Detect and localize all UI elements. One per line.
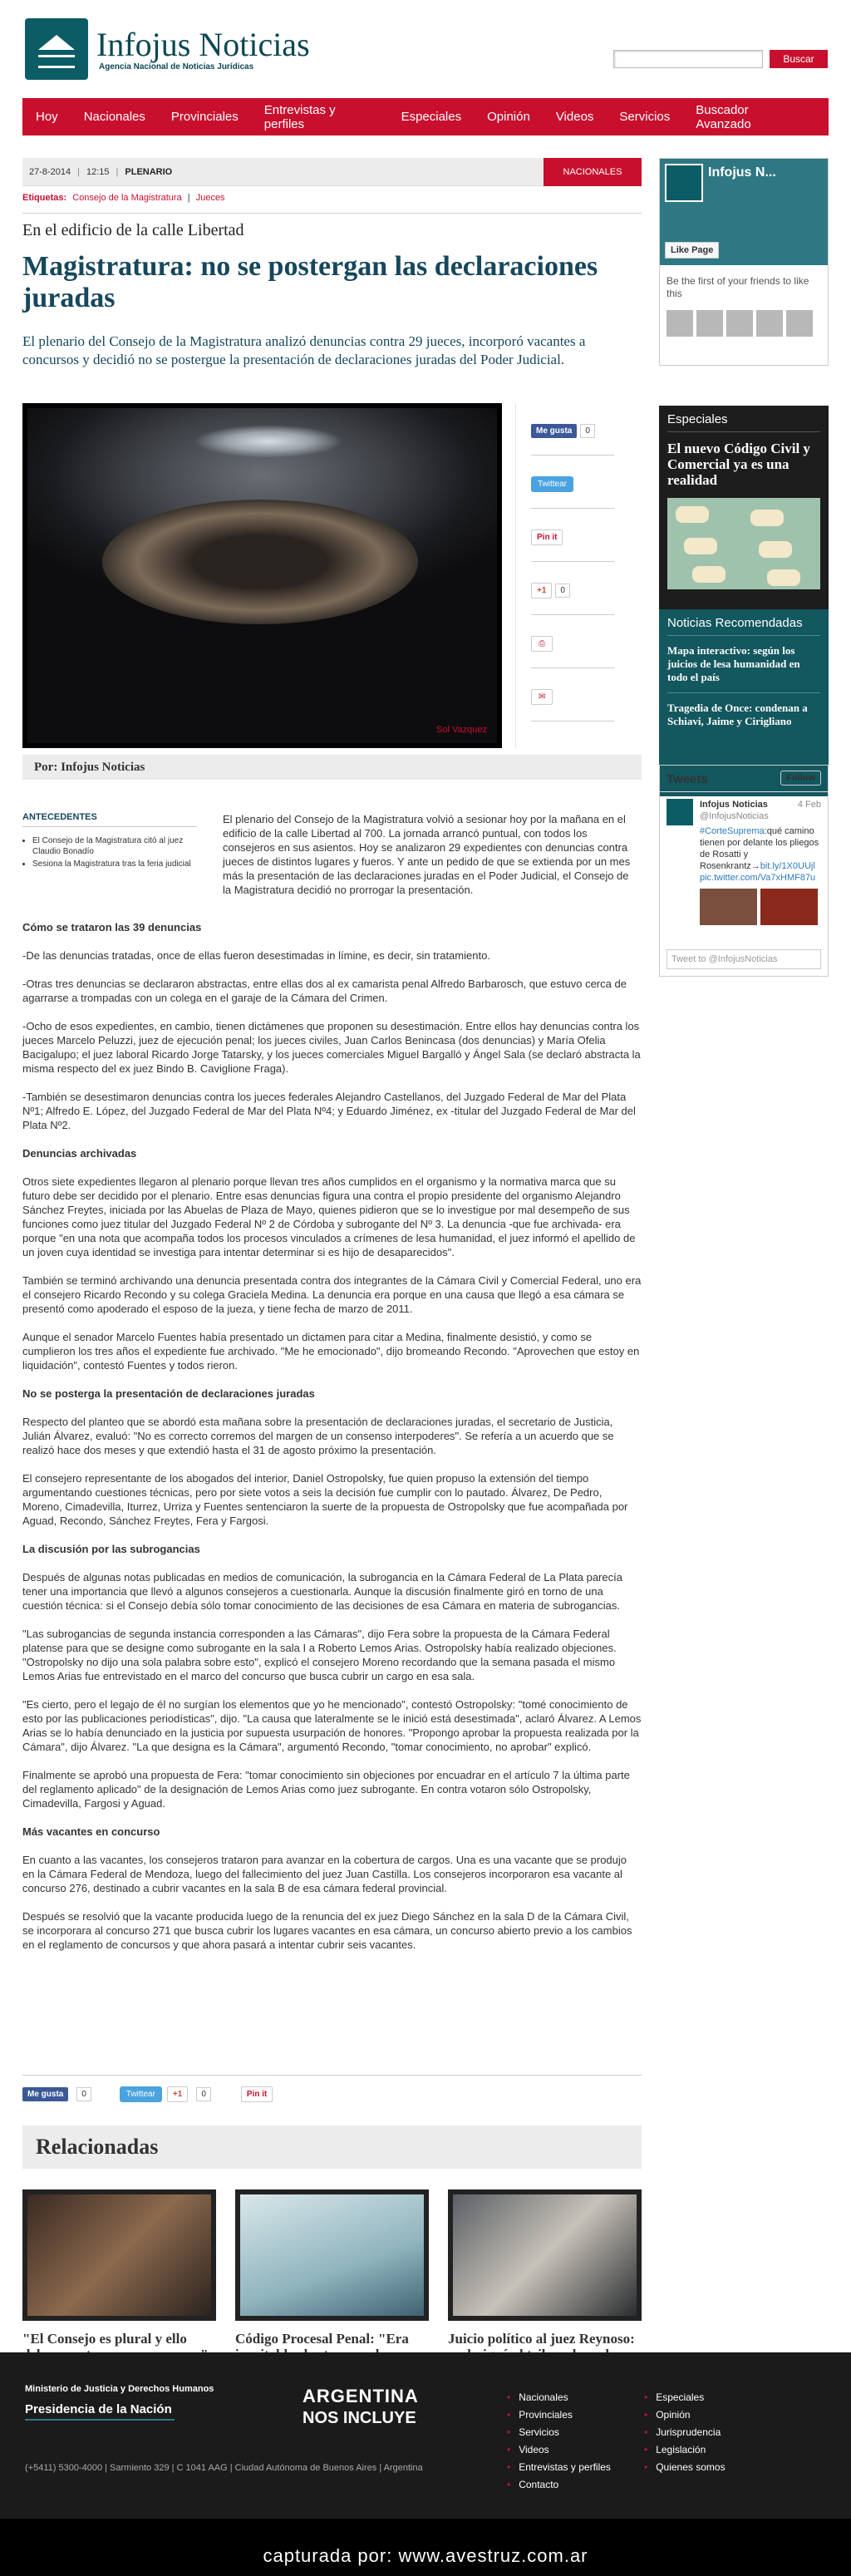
paragraph: También se terminó archivando una denuncia presentada contra dos integrantes de la Cámara Civil y Comercial Federal, uno era el consejero Ricardo Recondo y su colega Graciela Medina. La denuncia era porque en una causa que llegó a esa cámara se presentó como apoderado el esposo de la jueza, y tiene fecha de marzo de 2011.: [22, 1274, 642, 1315]
article-time: 12:15: [86, 166, 110, 177]
article-byline: Por: Infojus Noticias: [22, 755, 642, 780]
photo-image: [27, 408, 497, 743]
print-icon[interactable]: ⎙: [531, 636, 553, 652]
tweet-hashtag[interactable]: #CorteSuprema: [700, 826, 765, 836]
fb-like-count: 0: [580, 424, 595, 438]
avatar[interactable]: [667, 799, 693, 825]
tag-link[interactable]: Jueces: [195, 193, 225, 203]
main-nav: [22, 98, 829, 135]
nav-item-especiales[interactable]: Especiales: [401, 110, 462, 124]
pin-button[interactable]: Pin it: [241, 2086, 273, 2102]
especiales-widget[interactable]: [659, 406, 829, 613]
recomendada-link[interactable]: Mapa interactivo: según los juicios de lesa humanidad en todo el país: [667, 644, 820, 693]
pinterest[interactable]: [531, 533, 563, 542]
especiales-title[interactable]: El nuevo Código Civil y Comercial ya es una realidad: [667, 441, 810, 488]
paragraph: Respecto del planteo que se abordó esta mañana sobre la presentación de declaraciones juradas, el secretario de Justicia, Julián Álvarez, evaluó: "No es correcto corremos del margen de un consenso interpoderes". Se refería a un acuerdo que se realizó hace dos meses y que extendió hasta el 31 de agosto próximo la presentación.: [22, 1416, 614, 1456]
tweets-title: Tweets: [667, 772, 708, 786]
article-date: 27-8-2014: [29, 166, 71, 177]
section-heading: Más vacantes en concurso: [22, 1825, 160, 1838]
share-column: [515, 403, 625, 748]
related-title[interactable]: "El Consejo es plural y ello: [22, 2331, 187, 2347]
ministerio-logo[interactable]: Ministerio de Justicia y Derechos Humanos: [25, 2384, 214, 2394]
photo-chandelier: [194, 425, 343, 458]
tag-link[interactable]: Consejo de la Magistratura: [72, 193, 182, 203]
nav-item-nacionales[interactable]: Nacionales: [83, 110, 145, 124]
footer-link[interactable]: • Contacto: [507, 2476, 611, 2494]
tweet-media-link[interactable]: pic.twitter.com/Va7xHMF87u: [700, 873, 816, 883]
avatar: [696, 310, 723, 337]
footer-address: (+5411) 5300-4000 | Sarmiento 329 | C 1041 AAG | Ciudad Autónoma de Buenos Aires | Argentina: [25, 2463, 423, 2473]
related-item[interactable]: [235, 2189, 429, 2378]
nav-item-servicios[interactable]: Servicios: [619, 110, 671, 124]
facebook-widget: [659, 158, 829, 366]
gplus-count: 0: [555, 584, 570, 598]
antecedente-link[interactable]: • El Consejo de la Magistratura citó al juez Claudio Bonadío: [32, 835, 197, 857]
related-title[interactable]: Juicio político al juez Reynoso:: [448, 2331, 635, 2347]
presidencia-logo[interactable]: Presidencia de la Nación: [25, 2402, 172, 2416]
antecedentes-title: ANTECEDENTES: [22, 812, 197, 827]
article-photo[interactable]: [22, 403, 502, 748]
nav-item-videos[interactable]: Videos: [555, 110, 594, 124]
fb-like-button[interactable]: Me gusta: [531, 424, 577, 438]
section-heading: No se posterga la presentación de declaraciones juradas: [22, 1387, 315, 1400]
article-lead: El plenario del Consejo de la Magistratura analizó denuncias contra 29 jueces, incorporó vacantes a concursos y decidió no se postergue la presentación de declaraciones juradas del Poder Judicial.: [22, 333, 586, 367]
especiales-label: Especiales: [667, 412, 820, 432]
fb-like-count: 0: [76, 2087, 91, 2101]
gplus[interactable]: [531, 586, 570, 595]
tweet-button[interactable]: Twittear: [531, 476, 573, 492]
related-item[interactable]: [448, 2189, 642, 2378]
avatar: [756, 310, 783, 337]
paragraph: -De las denuncias tratadas, once de ellas fueron desestimadas in límine, es decir, sin tratamiento.: [22, 949, 490, 962]
logo-title: Infojus Noticias: [96, 25, 310, 63]
nav-item-entrevistas-y-perfiles[interactable]: Entrevistas y perfiles: [263, 102, 336, 131]
tweet-text: #CorteSuprema:qué camino tienen por delante los pliegos de Rosatti y Rosenkrantz→bit.ly/1X0UUjl pic.twitter.com/Va7xHMF87u: [700, 826, 819, 883]
recomendadas-label: Noticias Recomendadas: [667, 616, 820, 636]
nos-incluye-logo: NOS INCLUYE: [303, 2409, 416, 2427]
tweet-media[interactable]: [700, 889, 821, 925]
email-icon[interactable]: ✉: [531, 689, 553, 705]
tweet-date[interactable]: 4 Feb: [797, 800, 821, 810]
section-heading: La discusión por las subrogancias: [22, 1543, 200, 1555]
recomendada-link[interactable]: Tragedia de Once: condenan a Schiavi, Jaime y Cirigliano: [667, 702, 808, 727]
tags-label: Etiquetas:: [22, 193, 67, 203]
gplus-button[interactable]: +1: [531, 583, 552, 598]
site-footer: [0, 2352, 851, 2519]
fb-like-button[interactable]: Me gusta: [22, 2087, 68, 2101]
paragraph: En cuanto a las vacantes, los consejeros trataron para avanzar en la cobertura de cargos. Una es una vacante que se produjo en la Cámara Federal de Mendoza, luego del fallecimiento del juez Juan Castilla. Los consejeros incorporaron esa vacante al concurso 276, destinado a cubrir vacantes en la sala B de esa cámara federal provincial.: [22, 1854, 627, 1894]
footer-links-col1: [507, 2389, 611, 2494]
logo-subtitle: Agencia Nacional de Noticias Jurídicas: [99, 62, 254, 71]
site-header: [0, 0, 851, 91]
twitter-widget: [659, 765, 829, 977]
related-image[interactable]: [448, 2189, 642, 2321]
paragraph: -Ocho de esos expedientes, en cambio, tienen dictámenes que proponen su desestimación. Entre ellos hay denuncias contra los jueces Marcelo Peluzzi, juez de ejecución penal; los jueces civiles, Juan Carlos Benincasa (dos denuncias) y María Ofelia Bacigalupo; el juez laboral Ricardo Jorge Tatarsky, y los jueces comerciales Miguel Bargalló y Ángel Sala (se declaró abstracta la misma respecto del ex juez Bindo B. Caviglione Fraga).: [22, 1020, 641, 1075]
nav-item-opini-n[interactable]: Opinión: [487, 110, 530, 124]
article-intro: El plenario del Consejo de la Magistratura volvió a sesionar hoy por la mañana en el edificio de la calle Libertad al 700. La jornada arrancó puntual, con todos los consejeros en sus asientos. Hoy se analizaron 29 expedientes con denuncias contra jueces de distintos lugares y fueros. Y ante un pedido de que se extienda por un mes más la presentación de las declaraciones juradas en el Poder Judicial, el Consejo de la Magistratura decidió no prorrogar la presentación.: [223, 813, 631, 896]
avatar: [726, 310, 753, 337]
nav-item-provinciales[interactable]: Provinciales: [170, 110, 239, 124]
tweet-item[interactable]: [660, 792, 828, 932]
footer-link[interactable]: • Videos: [507, 2441, 611, 2459]
footer-link[interactable]: • Quienes somos: [644, 2459, 726, 2476]
fb-like-text: Be the first of your friends to like this: [667, 275, 809, 299]
footer-links-col2: [644, 2389, 726, 2476]
section-badge[interactable]: NACIONALES: [544, 158, 642, 186]
share-bottom: [22, 2086, 278, 2102]
site-logo[interactable]: [25, 18, 310, 80]
nav-item-buscador-avanzado[interactable]: Buscador Avanzado: [696, 102, 751, 131]
article-kicker: En el edificio de la calle Libertad: [22, 221, 244, 239]
related-image[interactable]: [235, 2189, 429, 2321]
related-image[interactable]: [22, 2189, 216, 2321]
fb-page-name[interactable]: Infojus N...: [708, 165, 776, 180]
article-headline: Magistratura: no se postergan las declaraciones juradas: [22, 251, 598, 313]
tweet-link[interactable]: bit.ly/1X0UUjl: [760, 861, 815, 871]
article-section: PLENARIO: [125, 166, 173, 177]
tweet[interactable]: [531, 480, 573, 489]
fb-page-thumb[interactable]: [665, 164, 703, 202]
antecedente-link[interactable]: • Sesiona la Magistratura tras la feria judicial: [32, 859, 197, 869]
fb-faces: [667, 310, 821, 337]
section-heading: Denuncias archivadas: [22, 1147, 137, 1160]
antecedentes-box: [22, 812, 197, 871]
especiales-image[interactable]: [667, 498, 820, 589]
paragraph: Aunque el senador Marcelo Fuentes había presentado un dictamen para citar a Medina, finalmente desistió, y como se cumplieron los tres años el expediente fue archivado. "Me he emocionado", dijo bromeando Recondo. "Aprovechen que estoy en liquidación", contestó Fuentes y todos rieron.: [22, 1331, 640, 1372]
footer-link[interactable]: • Legislación: [644, 2441, 726, 2459]
paragraph: -Otras tres denuncias se declararon abstractas, entre ellas dos al ex camarista penal Alfredo Barbarosch, que estuvo cerca de agarrarse a trompadas con un colega en el garaje de la Cámara del Crimen.: [22, 978, 627, 1004]
photo-table: [102, 500, 418, 624]
footer-link[interactable]: • Provinciales: [507, 2406, 611, 2424]
search-button[interactable]: Buscar: [770, 50, 828, 68]
search-form: [613, 50, 828, 68]
twitter-follow-button[interactable]: Follow: [780, 771, 821, 786]
gplus-count: 0: [196, 2087, 211, 2101]
pin-button[interactable]: Pin it: [531, 529, 563, 545]
footer-link[interactable]: • Opinión: [644, 2406, 726, 2424]
paragraph: "Las subrogancias de segunda instancia corresponden a las Cámaras", dijo Fera sobre la propuesta de la Cámara Federal platense para que se designe como subrogante en la sala I a Roberto Lemos Arias. Ostropolsky había realizado objeciones. "Ostropolsky no dijo una sola palabra sobre esto", explicó el consejero Moreno recordando que la semana pasada el mismo Lemos Arias fue entrevistado en el marco del concurso que busca cubrir un cargo en esa sala.: [22, 1628, 617, 1682]
divider: [22, 2075, 642, 2076]
article-meta-bar: 27-8-2014 | 12:15 | PLENARIO NACIONALES: [22, 158, 642, 186]
search-input[interactable]: [613, 50, 763, 68]
avatar: [667, 310, 693, 337]
related-item[interactable]: [22, 2189, 216, 2362]
footer-link[interactable]: • Nacionales: [507, 2389, 611, 2406]
paragraph: Después de algunas notas publicadas en medios de comunicación, la subrogancia en la Cámara Federal de La Plata parecía tener una importancia que llevó a algunos consejeros a cuestionarla. Aunque la discusión finalmente giró en torno de una cuestión técnica: si el Consejo debía sólo tomar conocimiento de las decisiones de esa Cámara en materia de subrogancias.: [22, 1571, 622, 1612]
capture-watermark: capturada por: www.avestruz.com.ar: [0, 2519, 851, 2576]
tweet-handle[interactable]: @InfojusNoticias: [700, 811, 769, 821]
divider: [22, 213, 642, 214]
fb-like[interactable]: [531, 426, 595, 436]
gplus-button[interactable]: +1: [167, 2086, 188, 2102]
related-title[interactable]: Código Procesal Penal: "Era: [235, 2331, 409, 2347]
article-body: [22, 920, 642, 1966]
argentina-logo: ARGENTINA: [303, 2386, 419, 2406]
paragraph: El consejero representante de los abogados del interior, Daniel Ostropolsky, fue quien propuso la extensión del tiempo argumentando cuestiones técnicas, pero por siete votos a seis la decisión fue cumplir con lo pautado. Álvarez, De Pedro, Moreno, Cimadevilla, Iturrez, Urriza y Fuentes sentenciaron la suerte de la propuesta de Ostropolsky que fue acompañada por Aguad, Recondo, Sánchez Freytes, Fera y Fargosi.: [22, 1472, 628, 1527]
footer-link[interactable]: • Entrevistas y perfiles: [507, 2459, 611, 2476]
paragraph: Finalmente se aprobó una propuesta de Fera: "tomar conocimiento sin objeciones por encuadrar en el artículo 7 la última parte del reglamento aplicado" de la designación de Lemos Arias como juez subrogante. En contra votaron sólo Ostropolsky, Cimadevilla, Fargosi y Aguad.: [22, 1769, 630, 1810]
logo-icon: [25, 18, 88, 80]
nav-item-hoy[interactable]: Hoy: [36, 110, 58, 124]
paragraph: Otros siete expedientes llegaron al plenario porque llevan tres años cumplidos en el organismo y la normativa marca que su futuro debe ser decidido por el plenario. Entre esas denuncias figura una contra el propio presidente del organismo Alejandro Sánchez Freytes, iniciada por las Abuelas de Plaza de Mayo, quienes pidieron que se lo investigue por mal desempeño de sus funciones como juez titular del Juzgado Federal Nº 2 de Córdoba y subrogante del Nº 3. La denuncia -que fue archivada- era porque "en una nota que acompaña todos los procesos vinculados a crímenes de lesa humanidad, el juez informó el apellido de un joven cuya identidad se investiga para intentar determinar si es hijo de desaparecidos".: [22, 1175, 636, 1258]
avatar: [786, 310, 813, 337]
tweet-button[interactable]: Twittear: [120, 2086, 162, 2102]
section-heading: Cómo se trataron las 39 denuncias: [22, 921, 202, 933]
tags-row: Etiquetas: Consejo de la Magistratura | Jueces: [22, 193, 225, 203]
fb-like-page-button[interactable]: Like Page: [665, 242, 719, 259]
tweet-author[interactable]: Infojus Noticias: [700, 800, 768, 810]
photo-credit: Sol Vazquez: [436, 725, 487, 735]
paragraph: Después se resolvió que la vacante producida luego de la renuncia del ex juez Diego Sánchez en la sala D de la Cámara Civil, se incorporara al concurso 271 que busca cubrir los lugares vacantes en esa cámara, un concurso abierto previo a los cambios en el reglamento de concursos y que ahora pasará a intentar cubrir seis vacantes.: [22, 1910, 632, 1951]
footer-link[interactable]: • Jurisprudencia: [644, 2424, 726, 2441]
tweet-to-input[interactable]: Tweet to @InfojusNoticias: [667, 949, 821, 969]
related-heading: Relacionadas: [22, 2125, 642, 2169]
footer-link[interactable]: • Especiales: [644, 2389, 726, 2406]
footer-link[interactable]: • Servicios: [507, 2424, 611, 2441]
paragraph: -También se desestimaron denuncias contra los jueces federales Alejandro Castellanos, del Juzgado Federal de Mar del Plata Nº1; Alfredo E. López, del Juzgado Federal de Mar del Plata Nº4; y Eduardo Jiménez, ex -titular del Juzgado Federal de Mar del Plata Nº2.: [22, 1091, 636, 1131]
paragraph: "Es cierto, pero el legajo de él no surgían los elementos que yo he mencionado", contestó Ostropolsky: "tomé conocimiento de esto por las publicaciones periodísticas", dijo. "La causa que lateralmente se le inició está desestimada", aclaró Álvarez. A Lemos Arias se lo había denunciado en la justicia por supuesta usurpación de honores. "Propongo aprobar la propuesta realizada por la Cámara", dijo Álvarez. "La que designa es la Cámara", argumentó Recondo, "tomar conocimiento, no aprobar" explicó.: [22, 1698, 642, 1753]
